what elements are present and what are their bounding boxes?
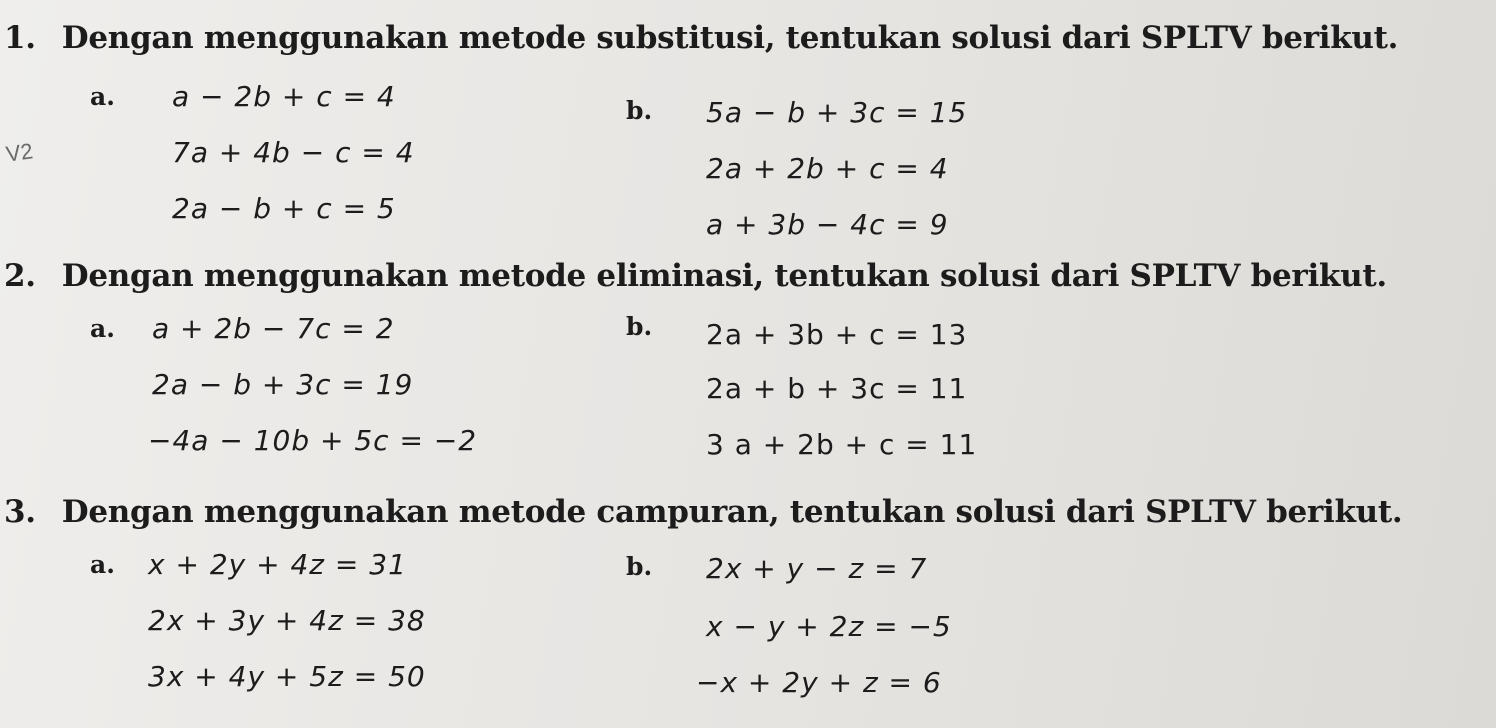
equation: 5a − b + 3c = 15 [706, 96, 968, 129]
sub-label: a. [90, 314, 115, 343]
equation: 2a + 2b + c = 4 [706, 152, 949, 185]
equation: x + 2y + 4z = 31 [148, 548, 407, 581]
equation: 2a − b + 3c = 19 [152, 368, 414, 401]
margin-mark: V2 [4, 138, 35, 167]
problem-1-heading [4, 20, 1398, 56]
equation: a + 2b − 7c = 2 [152, 312, 395, 345]
equation: 3 a + 2b + c = 11 [706, 428, 978, 461]
problem-instruction: Dengan menggunakan metode campuran, tentukan solusi dari SPLTV berikut. [61, 494, 1403, 530]
sub-label: a. [90, 82, 115, 111]
problem-number: 2. [4, 258, 36, 294]
problem-instruction: Dengan menggunakan metode substitusi, tentukan solusi dari SPLTV berikut. [61, 20, 1399, 56]
sub-label: b. [626, 552, 653, 581]
sub-label: a. [90, 550, 115, 579]
problem-instruction: Dengan menggunakan metode eliminasi, tentukan solusi dari SPLTV berikut. [61, 258, 1387, 294]
equation: 2a + b + 3c = 11 [706, 372, 968, 405]
problem-2-heading [4, 258, 1387, 294]
equation: 7a + 4b − c = 4 [172, 136, 415, 169]
equation: x − y + 2z = −5 [706, 610, 952, 643]
equation: −x + 2y + z = 6 [696, 666, 942, 699]
sub-label: b. [626, 96, 653, 125]
equation: a − 2b + c = 4 [172, 80, 396, 113]
equation: 2x + 3y + 4z = 38 [148, 604, 426, 637]
problem-3-heading [4, 494, 1402, 530]
equation: 2a + 3b + c = 13 [706, 318, 968, 351]
equation: 3x + 4y + 5z = 50 [148, 660, 426, 693]
problem-number: 1. [4, 20, 36, 56]
equation: 2a − b + c = 5 [172, 192, 396, 225]
problem-number: 3. [4, 494, 36, 530]
equation: 2x + y − z = 7 [706, 552, 928, 585]
equation: a + 3b − 4c = 9 [706, 208, 949, 241]
sub-label: b. [626, 312, 653, 341]
equation: −4a − 10b + 5c = −2 [148, 424, 478, 457]
